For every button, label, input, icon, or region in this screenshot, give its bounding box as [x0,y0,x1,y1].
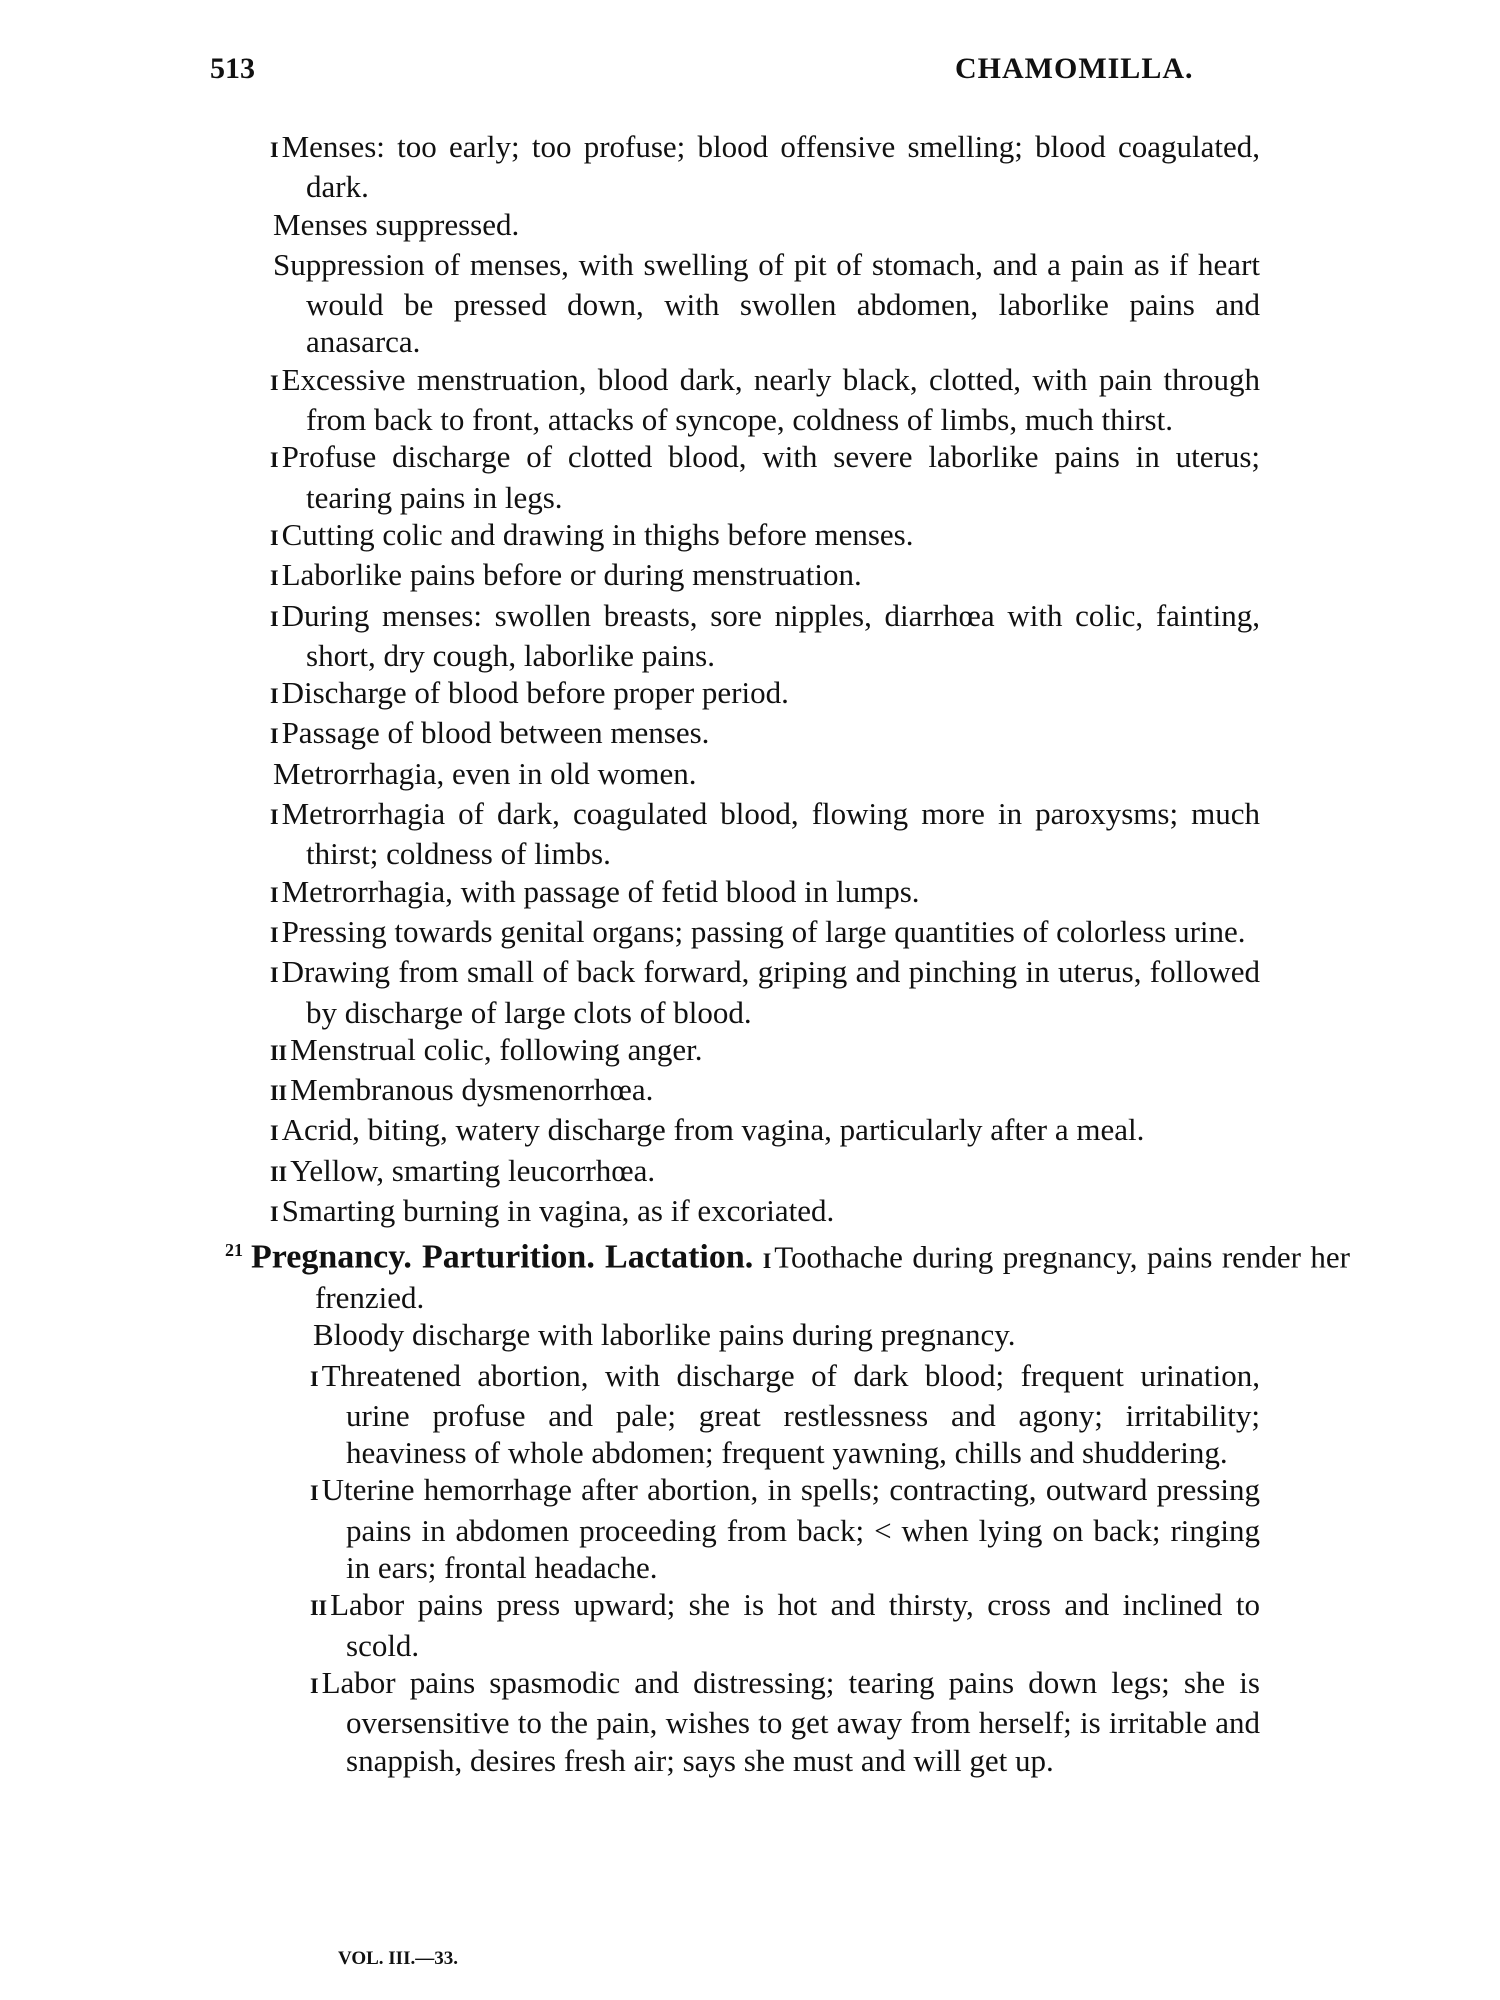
entry-text: Uterine hemorrhage after abortion, in spells; contracting, outward pressing pains in abdomen proceeding from back; < when lying on back; ringing in ears; frontal headache. [321,1472,1260,1586]
entry-text: Labor pains spasmodic and distressing; tearing pains down legs; she is oversensitive to the pain, wishes to get away from herself; is irritable and snappish, desires fresh air; says she must and will get up. [321,1664,1260,1778]
entry-text: Laborlike pains before or during menstruation. [281,557,862,593]
page-number: 513 [210,52,255,85]
mark: II [270,1039,288,1065]
entry-text: Excessive menstruation, blood dark, nearly black, clotted, with pain through from back to front, attacks of syncope, coldness of limbs, much thirst. [281,361,1260,438]
section-heading [225,1232,1350,1316]
entry-text: During menses: swollen breasts, sore nipples, diarrhœa with colic, fainting, short, dry cough, laborlike pains. [281,597,1260,673]
entry-text: Passage of blood between menses. [281,715,710,751]
entry [310,1664,1260,1779]
mark: I [270,1201,279,1227]
entry [270,206,1260,246]
mark: I [270,962,279,988]
entry [270,1111,1260,1151]
entry [270,597,1260,675]
mark: I [762,1247,772,1273]
entry [270,438,1260,516]
mark: I [310,1365,319,1391]
entry [310,1471,1260,1586]
entry-text: Threatened abortion, with discharge of dark blood; frequent urination, urine profuse and pale; great restlessness and agony; irritability; heaviness of whole abdomen; frequent yawning, chills and shuddering. [321,1357,1260,1471]
signature-mark: VOL. III.—33. [338,1948,458,1969]
entry [310,1357,1260,1472]
mark: II [310,1595,328,1621]
section-number: 21 [225,1240,243,1261]
mark: II [270,1160,288,1186]
entry [270,953,1260,1031]
entry-text: Menstrual colic, following anger. [290,1031,703,1067]
mark: I [270,524,279,550]
entry [270,1152,1260,1192]
entry [270,1071,1260,1111]
entry-text: Labor pains press upward; she is hot and thirsty, cross and inclined to scold. [330,1587,1260,1663]
entry [270,246,1260,361]
entry-text: Menses: too early; too profuse; blood offensive smelling; blood coagulated, dark. [281,129,1260,205]
running-head-title: CHAMOMILLA. [955,52,1194,85]
entry-text: Metrorrhagia, with passage of fetid blood in lumps. [281,873,920,909]
entry [270,755,1260,795]
mark: I [270,881,279,907]
entry-text: Bloody discharge with laborlike pains during pregnancy. [313,1317,1016,1353]
entry [270,556,1260,596]
entry-text: Membranous dysmenorrhœa. [290,1072,654,1108]
mark: I [270,1120,279,1146]
mark: I [270,683,279,709]
entry [270,873,1260,913]
mark: I [270,369,279,395]
entry-text: Suppression of menses, with swelling of pit of stomach, and a pain as if heart would be pressed down, with swollen abdomen, laborlike pains and anasarca. [273,246,1260,360]
section-first-text: Toothache during pregnancy, pains render her frenzied. [315,1239,1351,1315]
entry-text: Discharge of blood before proper period. [281,675,789,711]
entry-text: Smarting burning in vagina, as if excoriated. [281,1193,835,1229]
entry-text: Metrorrhagia, even in old women. [273,755,697,791]
entry [270,913,1260,953]
mark: I [270,137,279,162]
entry [270,674,1260,714]
mark: I [270,723,279,749]
mark: II [270,1080,288,1106]
mark: I [270,804,279,830]
entry-text: Menses suppressed. [273,206,520,242]
entry-text: Profuse discharge of clotted blood, with severe laborlike pains in uterus; tearing pains in legs. [281,439,1260,515]
mark: I [270,447,279,473]
mark: I [310,1480,319,1506]
entry-text: Metrorrhagia of dark, coagulated blood, flowing more in paroxysms; much thirst; coldness of limbs. [281,796,1260,872]
entry-text: Pressing towards genital organs; passing of large quantities of colorless urine. [281,913,1246,949]
entry [270,128,1260,206]
entry [270,516,1260,556]
entry [310,1586,1260,1664]
entry-text: Acrid, biting, watery discharge from vagina, particularly after a meal. [281,1112,1145,1148]
mark: I [270,605,279,631]
section-title: Pregnancy. Parturition. Lactation. [251,1238,754,1276]
mark: I [270,565,279,591]
entry-text: Drawing from small of back forward, griping and pinching in uterus, followed by discharge of large clots of blood. [281,954,1260,1030]
page-body [225,128,1351,1779]
mark: I [310,1672,319,1698]
entry [310,1316,1260,1356]
entry-text: Cutting colic and drawing in thighs before menses. [281,516,914,552]
entry [270,1192,1260,1232]
entry-text: Yellow, smarting leucorrhœa. [290,1152,656,1188]
entry [270,1031,1260,1071]
entry [270,361,1260,439]
section-entries [270,1316,1260,1779]
entry [270,795,1260,873]
mark: I [270,921,279,947]
entry [270,714,1260,754]
